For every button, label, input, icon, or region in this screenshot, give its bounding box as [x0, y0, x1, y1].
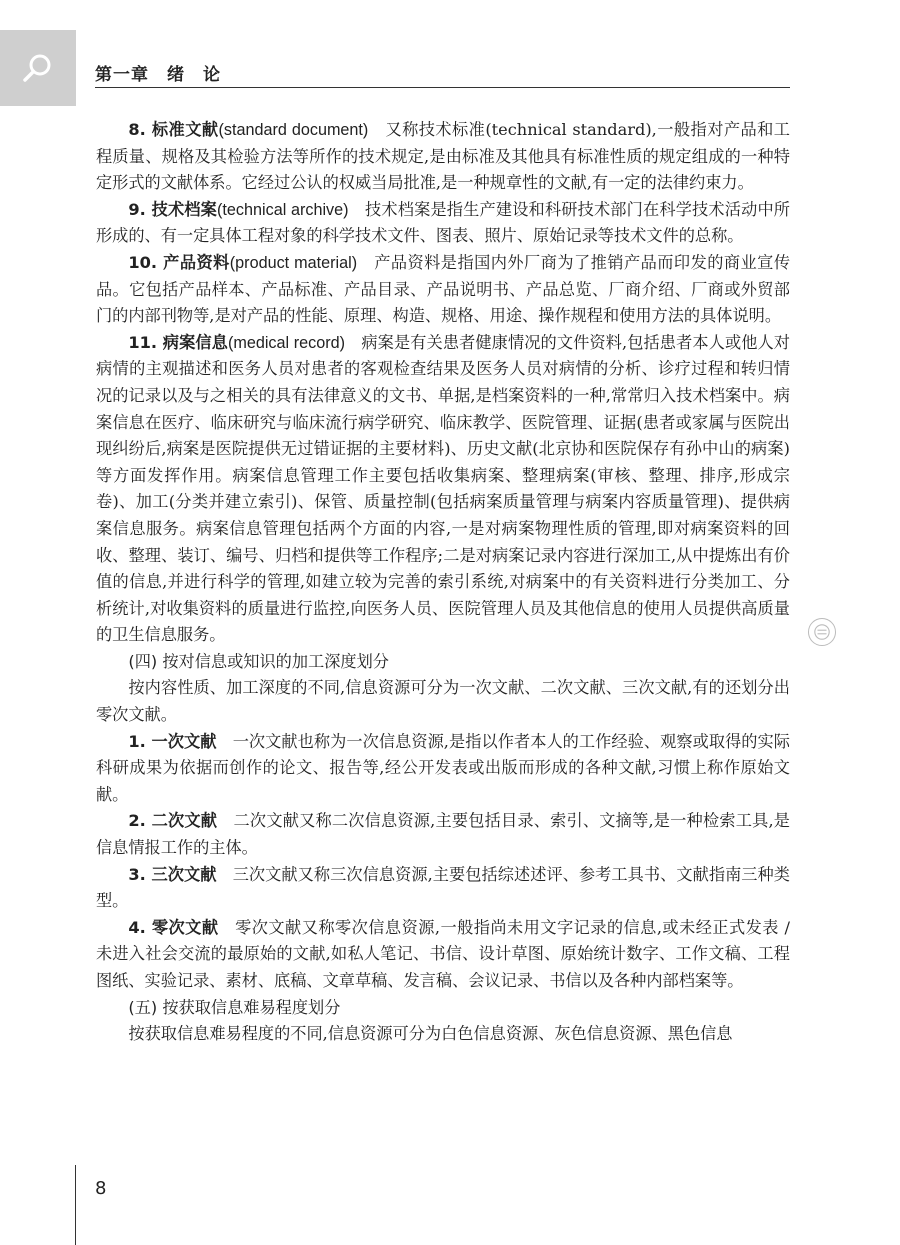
term-label: 9. 技术档案: [128, 199, 218, 219]
paragraph: [96, 862, 790, 915]
page-body: [96, 117, 790, 1048]
paragraph: [96, 117, 790, 197]
section-heading: (四) 按对信息或知识的加工深度划分: [128, 651, 389, 671]
term-english: (product material): [229, 253, 358, 272]
paragraph: [96, 915, 790, 995]
paragraph: [96, 250, 790, 330]
paragraph-text: 又称技术标准(technical standard),一般指对产品和工程质量、规格及其检验方法等所作的技术规定,是由标准及其他具有标准性质的规定组成的一种特定形式的文献体系。它经过公认的权威当局批准,是一种规章性的文献,有一定的法律约束力。: [96, 120, 790, 193]
paragraph-text: 二次文献又称二次信息资源,主要包括目录、索引、文摘等,是一种检索工具,是信息情报工作的主体。: [96, 811, 790, 858]
paragraph-text: 零次文献又称零次信息资源,一般指尚未用文字记录的信息,或未经正式发表 / 未进入社会交流的最原始的文献,如私人笔记、书信、设计草图、原始统计数字、工作文稿、工程图纸、实验记录、素材、底稿、文章草稿、发言稿、会议记录、书信以及各种内部档案等。: [96, 917, 790, 990]
publisher-mark-icon: [808, 618, 836, 646]
paragraph-text: 一次文献也称为一次信息资源,是指以作者本人的工作经验、观察或取得的实际科研成果为依据而创作的论文、报告等,经公开发表或出版而形成的各种文献,习惯上称作原始文献。: [96, 731, 790, 804]
paragraph-text: 三次文献又称三次信息资源,主要包括综述述评、参考工具书、文献指南三种类型。: [96, 864, 790, 911]
paragraph-text: 病案是有关患者健康情况的文件资料,包括患者本人或他人对病情的主观描述和医务人员对患者的客观检查结果及医务人员对病情的分析、诊疗过程和转归情况的记录以及与之相关的具有法律意义的文书、单据,是档案资料的一种,常常归入技术档案中。病案信息在医疗、临床研究与临床流行病学研究、临床教学、医院管理、证据(患者或家属与医院出现纠纷后,病案是医院提供无过错证据的主要材料)、历史文献(北京协和医院保存有孙中山的病案)等方面发挥作用。病案信息管理工作主要包括收集病案、整理病案(审核、整理、排序,形成宗卷)、加工(分类并建立索引)、保管、质量控制(包括病案质量管理与病案内容质量管理)、提供病案信息服务。病案信息管理包括两个方面的内容,一是对病案物理性质的管理,即对病案资料的回收、整理、装订、编号、归档和提供等工作程序;二是对病案记录内容进行深加工,从中提炼出有价值的信息,并进行科学的管理,如建立较为完善的索引系统,对病案中的有关资料进行分类加工、分析统计,对收集资料的质量进行监控,向医务人员、医院管理人员及其他信息的使用人员提供高质量的卫生信息服务。: [96, 332, 790, 645]
term-english: (technical archive): [217, 200, 349, 219]
header-rule: [95, 87, 790, 88]
term-label: 4. 零次文献: [128, 917, 219, 937]
term-label: 2. 二次文献: [128, 811, 218, 831]
search-icon: [21, 51, 55, 85]
term-label: 11. 病案信息: [128, 332, 228, 352]
section-heading: (五) 按获取信息难易程度划分: [128, 997, 341, 1017]
paragraph: [96, 808, 790, 861]
term-label: 10. 产品资料: [128, 252, 230, 272]
paragraph-text: 产品资料是指国内外厂商为了推销产品而印发的商业宣传品。它包括产品样本、产品标准、产品目录、产品说明书、产品总览、厂商介绍、厂商或外贸部门的内部刊物等,是对产品的性能、原理、构造、规格、用途、操作规程和使用方法的具体说明。: [96, 252, 791, 326]
page-number: 8: [95, 1178, 107, 1199]
paragraph: [96, 330, 790, 649]
term-label: 8. 标准文献: [128, 120, 219, 139]
footer-rule: [75, 1165, 76, 1245]
paragraph: [96, 729, 790, 809]
chapter-title: 第一章 绪 论: [95, 65, 221, 85]
section-intro: 按获取信息难易程度的不同,信息资源可分为白色信息资源、灰色信息资源、黑色信息: [128, 1024, 733, 1044]
search-tab[interactable]: [0, 30, 76, 106]
term-label: 1. 一次文献: [128, 731, 217, 751]
paragraph-text: 技术档案是指生产建设和科研技术部门在科学技术活动中所形成的、有一定具体工程对象的科学技术文件、图表、照片、原始记录等技术文件的总称。: [96, 199, 790, 246]
paragraph: [96, 197, 790, 250]
term-label: 3. 三次文献: [128, 864, 217, 884]
term-english: (standard document): [218, 121, 369, 139]
term-english: (medical record): [227, 333, 345, 352]
section-intro: 按内容性质、加工深度的不同,信息资源可分为一次文献、二次文献、三次文献,有的还划分出零次文献。: [96, 678, 790, 725]
